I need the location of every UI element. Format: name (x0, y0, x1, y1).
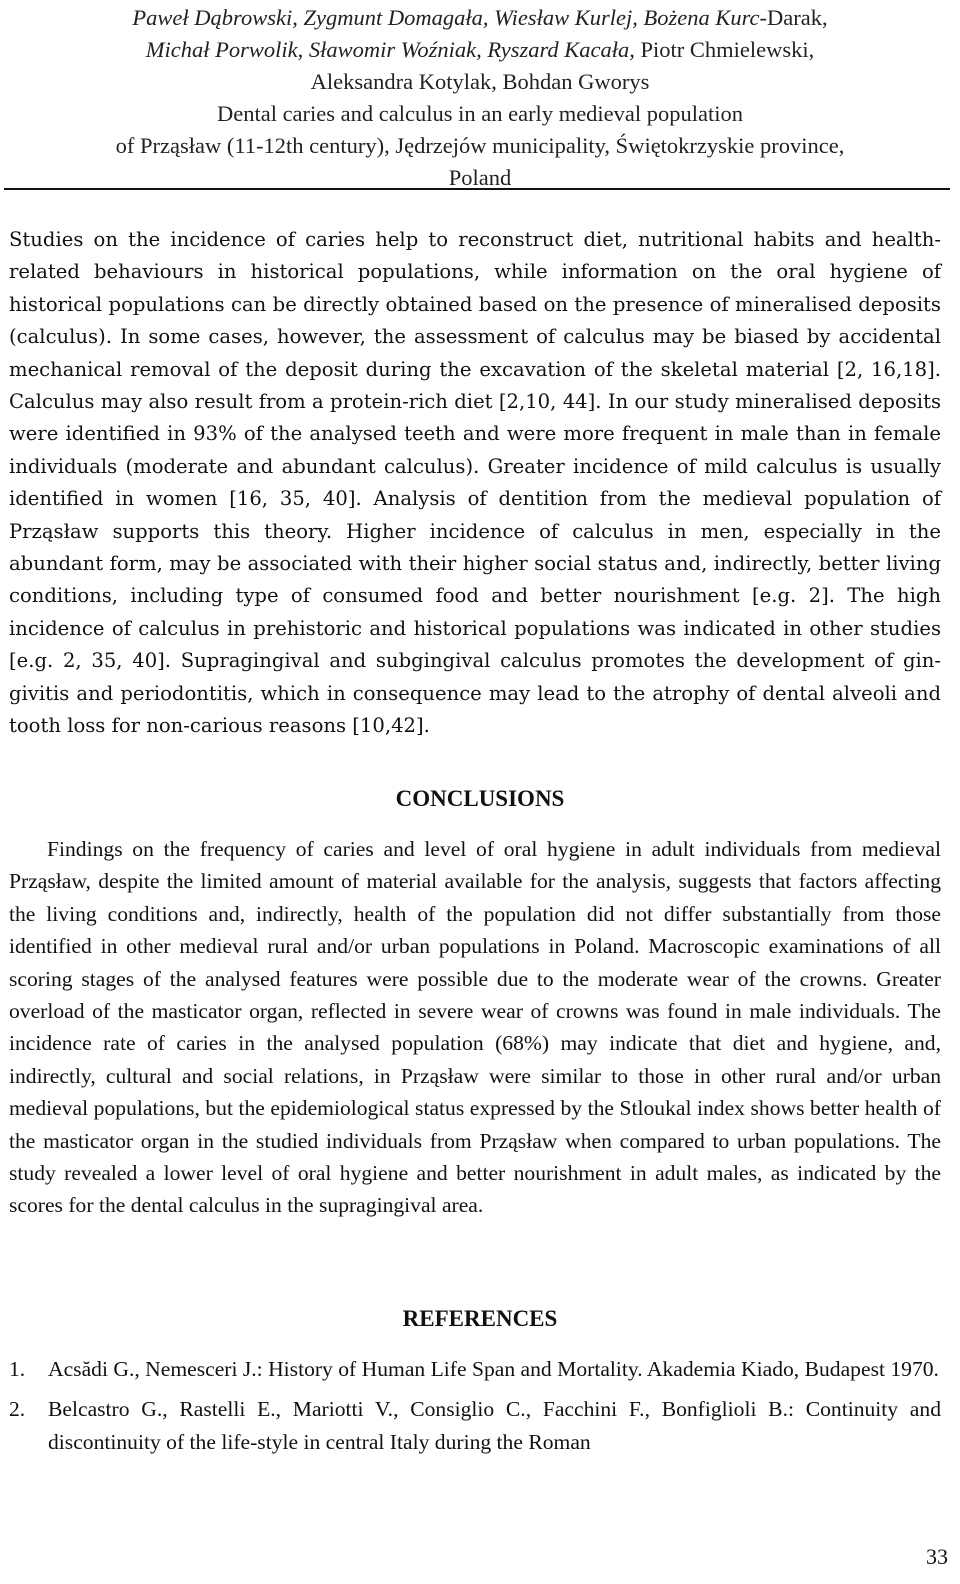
authors-line-2: Michał Porwolik, Sławomir Woźniak, Ryszard Kacała, Piotr Chmielewski, (145, 37, 815, 62)
authors-line-3: Aleksandra Kotylak, Bohdan Gworys (310, 69, 650, 94)
reference-text: Acsădi G., Nemesceri J.: History of Human Life Span and Mortality. Akademia Kiado, Budapest 1970. (48, 1357, 939, 1381)
header-divider (4, 188, 950, 190)
reference-number: 2. (9, 1397, 26, 1422)
conclusions-paragraph: Findings on the frequency of caries and level of oral hygiene in adult individuals from medieval Prząsław, despite the limited amount of material available for the analysis, suggests that factors affecting the living conditions and, indirectly, health of the population did not differ substantially from those identified in other medieval rural and/or urban populations in Poland. Macroscopic examinations of all scoring stages of the analysed features were possible due to the moderate wear of the crowns. Greater overload of the masticator organ, reflected in severe wear of crowns was found in male individuals. The incidence rate of caries in the analysed population (68%) may indicate that diet and hygiene, and, indirectly, cultural and social relations, in Prząsław were similar to those in other rural and/or urban medieval populations, but the epidemiological status expressed by the Stloukal index shows better health of the masticator organ in the studied individuals from Prząsław when compared to urban populations. The study revealed a lower level of oral hygiene and better nourishment in adult males, as indicated by the scores for the dental calculus in the supragingival area. (9, 837, 941, 1218)
article-title-line-3: Poland (448, 165, 512, 190)
references-heading: REFERENCES (402, 1306, 558, 1331)
page-number: 33 (926, 1544, 948, 1569)
article-title-line-1: Dental caries and calculus in an early medieval population (216, 101, 744, 126)
conclusions-heading: CONCLUSIONS (395, 786, 565, 811)
reference-list (9, 1353, 941, 1466)
reference-item (9, 1393, 941, 1458)
discussion-paragraph: Studies on the incidence of caries help to reconstruct diet, nutritional habits and health-related behaviours in historical populations, while information on the oral hygiene of historical populations can be directly obtained based on the presence of mineralised deposits (calculus). In some cases, however, the assessment of calculus may be biased by accidental mechanical removal of the deposit during the excavation of the skeletal material [2, 16,18]. Calculus may also result from a protein-rich diet [2,10, 44]. In our study mineralised deposits were identified in 93% of the analysed teeth and were more frequent in male than in female individuals (moderate and abundant calculus). Greater incidence of mild calculus is usually identified in women [16, 35, 40]. Analysis of dentition from the medieval population of Prząsław supports this theory. Higher incidence of calculus in men, especially in the abundant form, may be associated with their higher social status and, indirectly, better living conditions, including type of consumed food and better nourishment [e.g. 2]. The high incidence of calculus in prehistoric and historical populations was indicated in other studies [e.g. 2, 35, 40]. Supragingival and subgingival calculus promotes the development of gingivitis and periodontitis, which in consequence may lead to the atrophy of dental alveoli and tooth loss for non-carious reasons [10,42]. (9, 228, 941, 738)
reference-number: 1. (9, 1357, 26, 1381)
article-title-line-2: of Prząsław (11-12th century), Jędrzejów municipality, Świętokrzyskie province, (115, 133, 845, 158)
reference-item (9, 1353, 941, 1385)
reference-text: Belcastro G., Rastelli E., Mariotti V., Consiglio C., Facchini F., Bonfiglioli B.: Continuity and discontinuity of the life-style in central Italy during the Roman (48, 1397, 941, 1454)
running-header (8, 2, 952, 194)
authors-line-1: Paweł Dąbrowski, Zygmunt Domagała, Wiesław Kurlej, Bożena Kurc-Darak, (132, 5, 828, 30)
